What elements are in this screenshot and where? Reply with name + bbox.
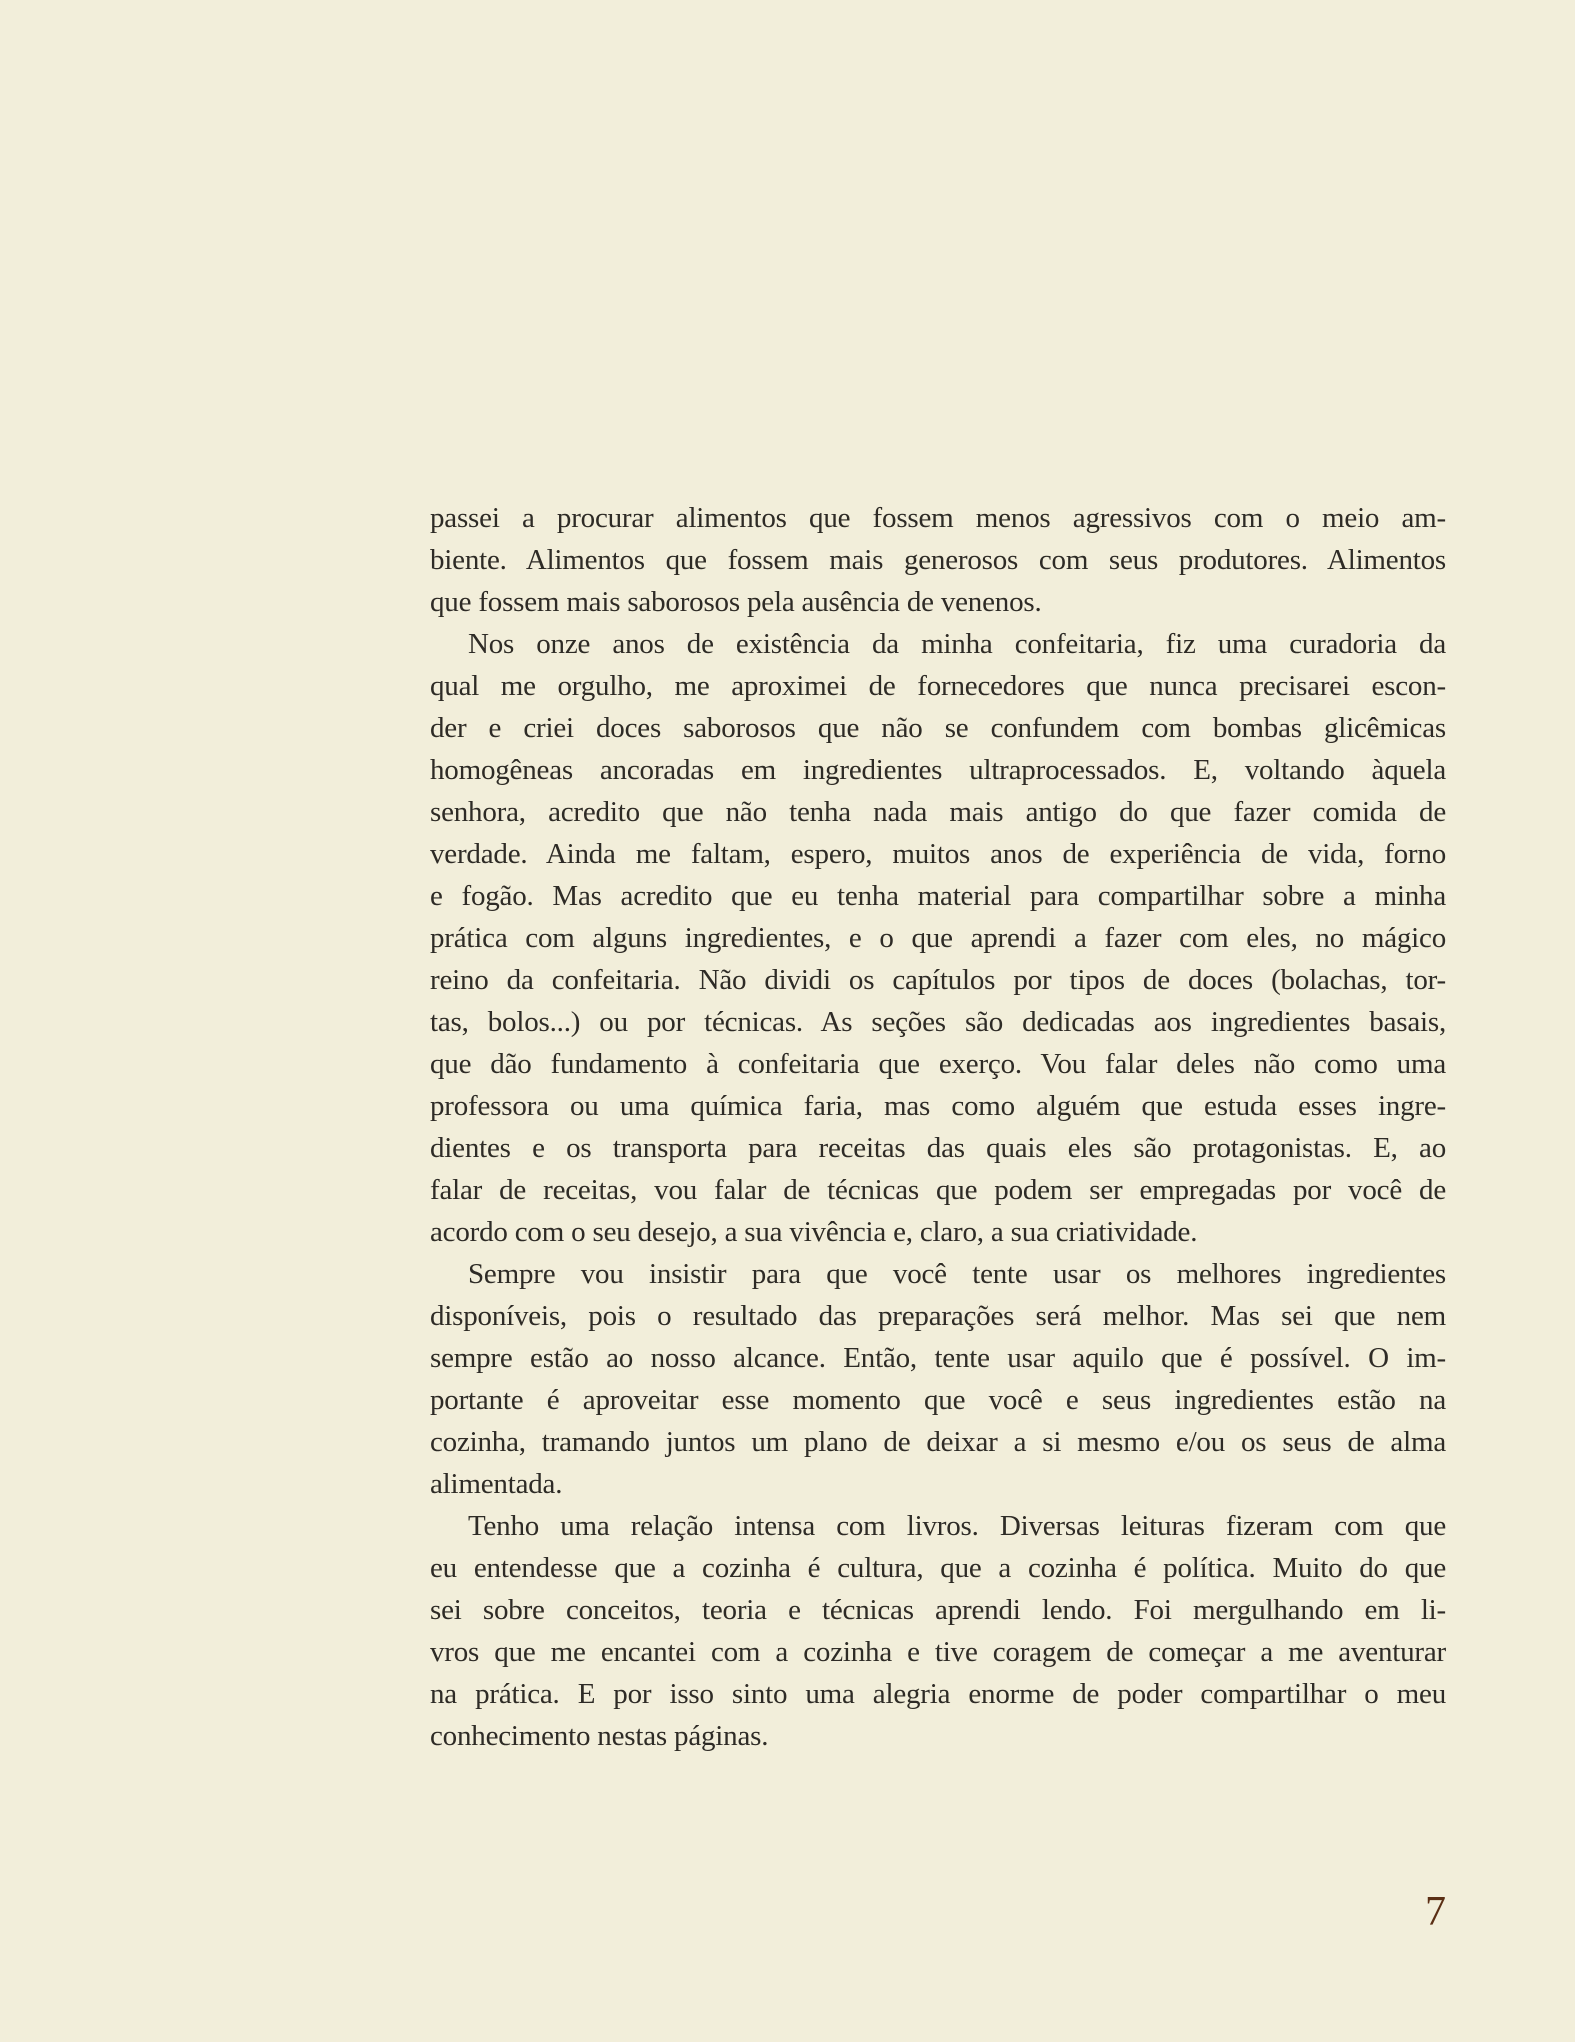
text-line: senhora, acredito que não tenha nada mais antigo do que fazer comida de [430, 796, 1446, 828]
body-text [430, 497, 1446, 1757]
text-line: homogêneas ancoradas em ingredientes ultraprocessados. E, voltando àquela [430, 754, 1446, 786]
text-line: acordo com o seu desejo, a sua vivência e, claro, a sua criatividade. [430, 1216, 1198, 1248]
text-line: falar de receitas, vou falar de técnicas que podem ser empregadas por você de [430, 1174, 1446, 1206]
text-line: reino da confeitaria. Não dividi os capítulos por tipos de doces (bolachas, tor- [430, 964, 1446, 996]
text-line: e fogão. Mas acredito que eu tenha material para compartilhar sobre a minha [430, 880, 1446, 912]
text-line: professora ou uma química faria, mas como alguém que estuda esses ingre- [430, 1090, 1446, 1122]
text-line: sei sobre conceitos, teoria e técnicas aprendi lendo. Foi mergulhando em li- [430, 1594, 1446, 1626]
text-line: eu entendesse que a cozinha é cultura, que a cozinha é política. Muito do que [430, 1552, 1446, 1584]
text-line: prática com alguns ingredientes, e o que aprendi a fazer com eles, no mágico [430, 922, 1446, 954]
page-number: 7 [1425, 1889, 1446, 1935]
text-line: que fossem mais saborosos pela ausência de venenos. [430, 586, 1042, 618]
text-line: na prática. E por isso sinto uma alegria enorme de poder compartilhar o meu [430, 1678, 1446, 1710]
text-line: verdade. Ainda me faltam, espero, muitos anos de experiência de vida, forno [430, 838, 1446, 870]
text-line: Sempre vou insistir para que você tente usar os melhores ingredientes [468, 1258, 1446, 1290]
text-line: disponíveis, pois o resultado das preparações será melhor. Mas sei que nem [430, 1300, 1446, 1332]
text-line: passei a procurar alimentos que fossem menos agressivos com o meio am- [430, 502, 1446, 534]
text-line: tas, bolos...) ou por técnicas. As seções são dedicadas aos ingredientes basais, [430, 1006, 1446, 1038]
text-line: dientes e os transporta para receitas das quais eles são protagonistas. E, ao [430, 1132, 1446, 1164]
text-line: cozinha, tramando juntos um plano de deixar a si mesmo e/ou os seus de alma [430, 1426, 1446, 1458]
text-line: vros que me encantei com a cozinha e tive coragem de começar a me aventurar [430, 1636, 1446, 1668]
text-line: biente. Alimentos que fossem mais generosos com seus produtores. Alimentos [430, 544, 1446, 576]
text-line: Nos onze anos de existência da minha confeitaria, fiz uma curadoria da [468, 628, 1446, 660]
text-line: conhecimento nestas páginas. [430, 1720, 769, 1752]
text-line: sempre estão ao nosso alcance. Então, tente usar aquilo que é possível. O im- [430, 1342, 1446, 1374]
text-line: portante é aproveitar esse momento que você e seus ingredientes estão na [430, 1384, 1446, 1416]
text-line: Tenho uma relação intensa com livros. Diversas leituras fizeram com que [468, 1510, 1446, 1542]
text-line: alimentada. [430, 1468, 563, 1500]
text-line: qual me orgulho, me aproximei de fornecedores que nunca precisarei escon- [430, 670, 1446, 702]
text-line: der e criei doces saborosos que não se confundem com bombas glicêmicas [430, 712, 1446, 744]
text-line: que dão fundamento à confeitaria que exerço. Vou falar deles não como uma [430, 1048, 1446, 1080]
